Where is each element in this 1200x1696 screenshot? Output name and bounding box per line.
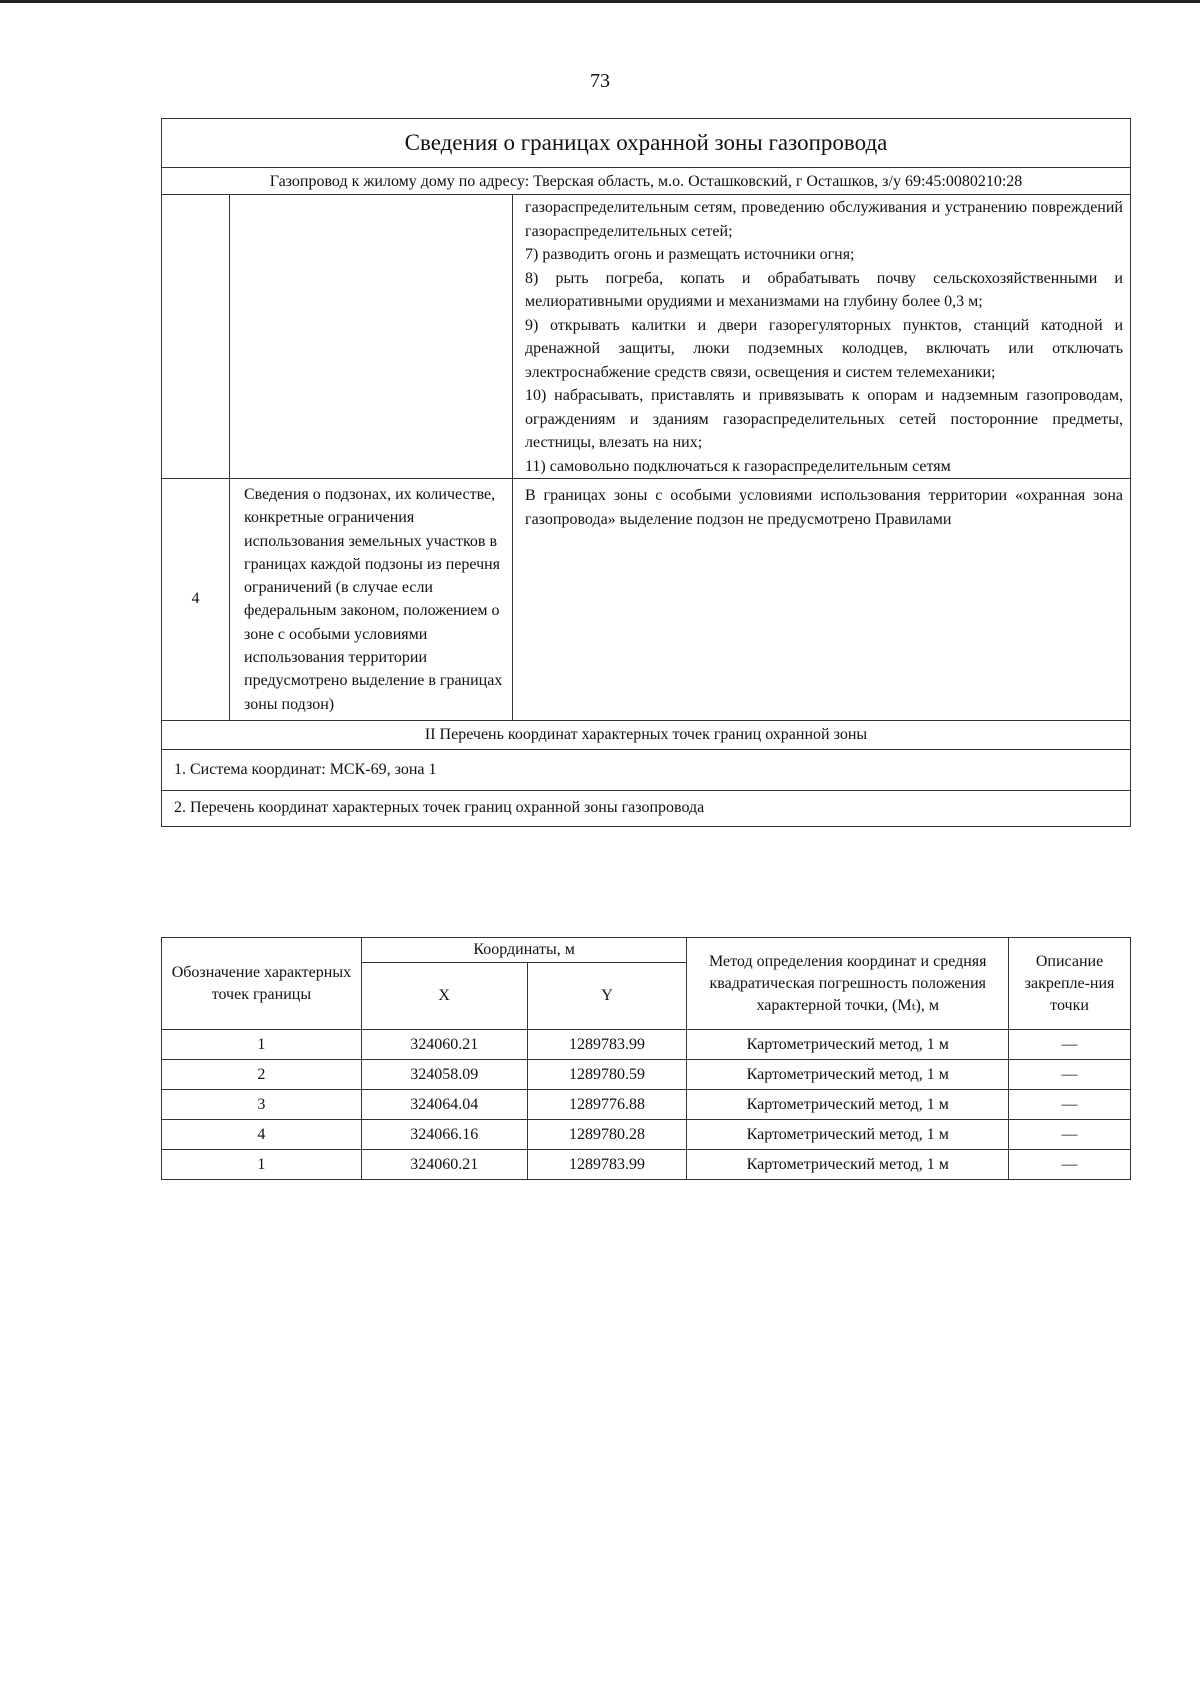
restriction-item: 7) разводить огонь и размещать источники огня; bbox=[525, 246, 855, 263]
subzones-label: Сведения о подзонах, их количестве, конкретные ограничения использования земельных участков в границах каждой подзоны из перечня ограничений (в случае если федеральным законом, положением о зоне с особыми условиями использования территории предусмотрено выделение в границах зоны подзон) bbox=[230, 479, 513, 721]
point-id: 1 bbox=[162, 1150, 362, 1180]
document-title: Сведения о границах охранной зоны газопровода bbox=[162, 119, 1131, 168]
restrictions-row bbox=[162, 195, 1131, 479]
coordinates-table bbox=[161, 937, 1131, 1180]
table-row bbox=[162, 1060, 1131, 1090]
restriction-item: 10) набрасывать, приставлять и привязывать к опорам и надземным газопроводам, ограждениям и зданиям газораспределительных сетей посторонние предметы, лестницы, влезать на них; bbox=[525, 387, 1123, 451]
point-method: Картометрический метод, 1 м bbox=[687, 1090, 1009, 1120]
row-label-cell bbox=[230, 195, 513, 479]
header-method: Метод определения координат и средняя квадратическая погрешность положения характерной точки, (Mₜ), м bbox=[687, 938, 1009, 1030]
point-method: Картометрический метод, 1 м bbox=[687, 1030, 1009, 1060]
restriction-item: 8) рыть погреба, копать и обрабатывать почву сельскохозяйственными и мелиоративными орудиями и механизмами на глубину более 0,3 м; bbox=[525, 269, 1123, 310]
row-number: 4 bbox=[162, 479, 230, 721]
row-number-cell bbox=[162, 195, 230, 479]
point-x: 324060.21 bbox=[361, 1150, 527, 1180]
header-description: Описание закрепле-ния точки bbox=[1009, 938, 1131, 1030]
point-y: 1289783.99 bbox=[527, 1030, 687, 1060]
point-method: Картометрический метод, 1 м bbox=[687, 1060, 1009, 1090]
point-method: Картометрический метод, 1 м bbox=[687, 1150, 1009, 1180]
subzones-row bbox=[162, 479, 1131, 721]
point-id: 1 bbox=[162, 1030, 362, 1060]
header-point: Обозначение характерных точек границы bbox=[162, 938, 362, 1030]
point-description: — bbox=[1009, 1150, 1131, 1180]
restrictions-list bbox=[513, 195, 1131, 479]
top-border-line bbox=[0, 0, 1200, 3]
point-y: 1289783.99 bbox=[527, 1150, 687, 1180]
point-description: — bbox=[1009, 1120, 1131, 1150]
point-description: — bbox=[1009, 1090, 1131, 1120]
subzones-value: В границах зоны с особыми условиями использования территории «охранная зона газопровода» выделение подзон не предусмотрено Правилами bbox=[513, 479, 1131, 721]
point-y: 1289780.59 bbox=[527, 1060, 687, 1090]
zone-info-table bbox=[161, 118, 1131, 827]
point-description: — bbox=[1009, 1030, 1131, 1060]
section-title: II Перечень координат характерных точек границ охранной зоны bbox=[162, 720, 1131, 749]
restriction-item: 11) самовольно подключаться к газораспределительным сетям bbox=[525, 457, 951, 475]
coordinate-system: 1. Система координат: МСК-69, зона 1 bbox=[162, 749, 1131, 790]
page-number: 73 bbox=[590, 70, 610, 92]
point-y: 1289776.88 bbox=[527, 1090, 687, 1120]
point-id: 4 bbox=[162, 1120, 362, 1150]
restriction-item: 9) открывать калитки и двери газорегуляторных пунктов, станций катодной и дренажной защиты, люки подземных колодцев, включать или отключать электроснабжение средств связи, освещения и систем телемеханики; bbox=[525, 316, 1123, 381]
point-x: 324060.21 bbox=[361, 1030, 527, 1060]
table-row bbox=[162, 1120, 1131, 1150]
restriction-item: газораспределительным сетям, проведению обслуживания и устранению повреждений газораспределительных сетей; bbox=[525, 199, 1123, 240]
coordinate-list-title: 2. Перечень координат характерных точек границ охранной зоны газопровода bbox=[162, 790, 1131, 826]
point-x: 324066.16 bbox=[361, 1120, 527, 1150]
point-id: 3 bbox=[162, 1090, 362, 1120]
header-x: X bbox=[361, 963, 527, 1030]
table-row bbox=[162, 1150, 1131, 1180]
document-subtitle: Газопровод к жилому дому по адресу: Тверская область, м.о. Осташковский, г Осташков, з/у 69:45:0080210:28 bbox=[162, 168, 1131, 195]
point-y: 1289780.28 bbox=[527, 1120, 687, 1150]
table-row bbox=[162, 1090, 1131, 1120]
header-coordinates: Координаты, м bbox=[361, 938, 687, 963]
table-row bbox=[162, 1030, 1131, 1060]
point-description: — bbox=[1009, 1060, 1131, 1090]
point-method: Картометрический метод, 1 м bbox=[687, 1120, 1009, 1150]
point-x: 324058.09 bbox=[361, 1060, 527, 1090]
point-x: 324064.04 bbox=[361, 1090, 527, 1120]
point-id: 2 bbox=[162, 1060, 362, 1090]
header-y: Y bbox=[527, 963, 687, 1030]
